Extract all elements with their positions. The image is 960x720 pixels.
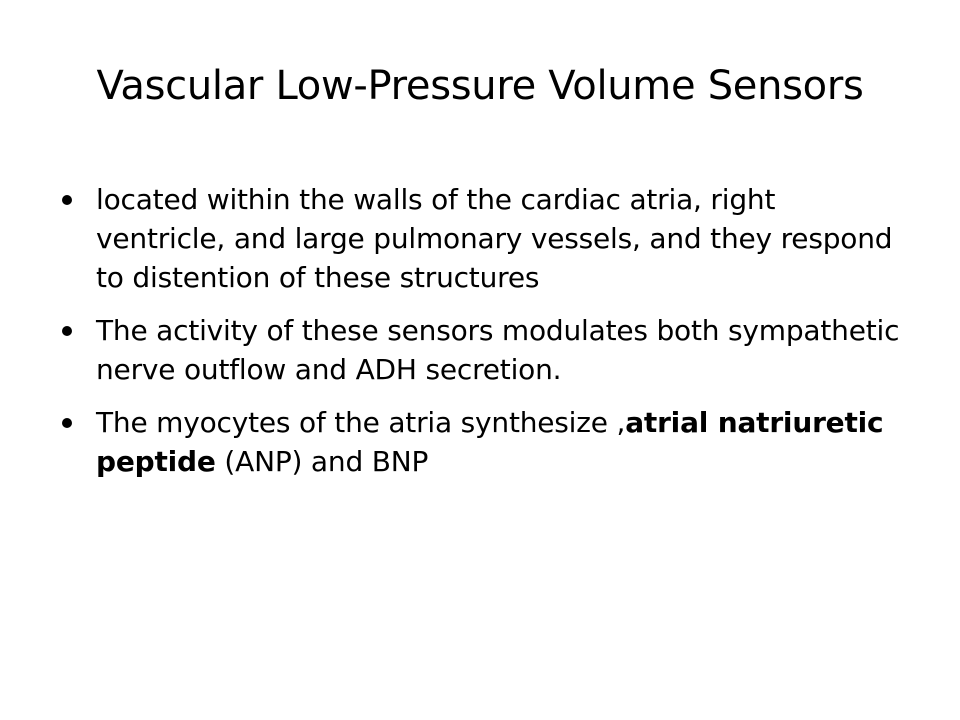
bullet-dot-icon xyxy=(62,326,72,336)
bullet-item xyxy=(60,403,900,481)
bullet-dot-icon xyxy=(62,418,72,428)
bullet-text: located within the walls of the cardiac atria, right ventricle, and large pulmonary vessels, and they respond to distention of these structures xyxy=(96,183,893,294)
bullet-text-suffix: (ANP) and BNP xyxy=(215,445,429,478)
bullet-list xyxy=(60,180,900,495)
bullet-text: The activity of these sensors modulates both sympathetic nerve outflow and ADH secretion. xyxy=(96,314,900,386)
bullet-dot-icon xyxy=(62,195,72,205)
bullet-item xyxy=(60,180,900,297)
slide-title: Vascular Low-Pressure Volume Sensors xyxy=(96,63,864,109)
bullet-item xyxy=(60,311,900,389)
bullet-text-bold: atrial natriuretic peptide xyxy=(96,406,884,478)
bullet-text-prefix: The myocytes of the atria synthesize , xyxy=(96,406,626,439)
